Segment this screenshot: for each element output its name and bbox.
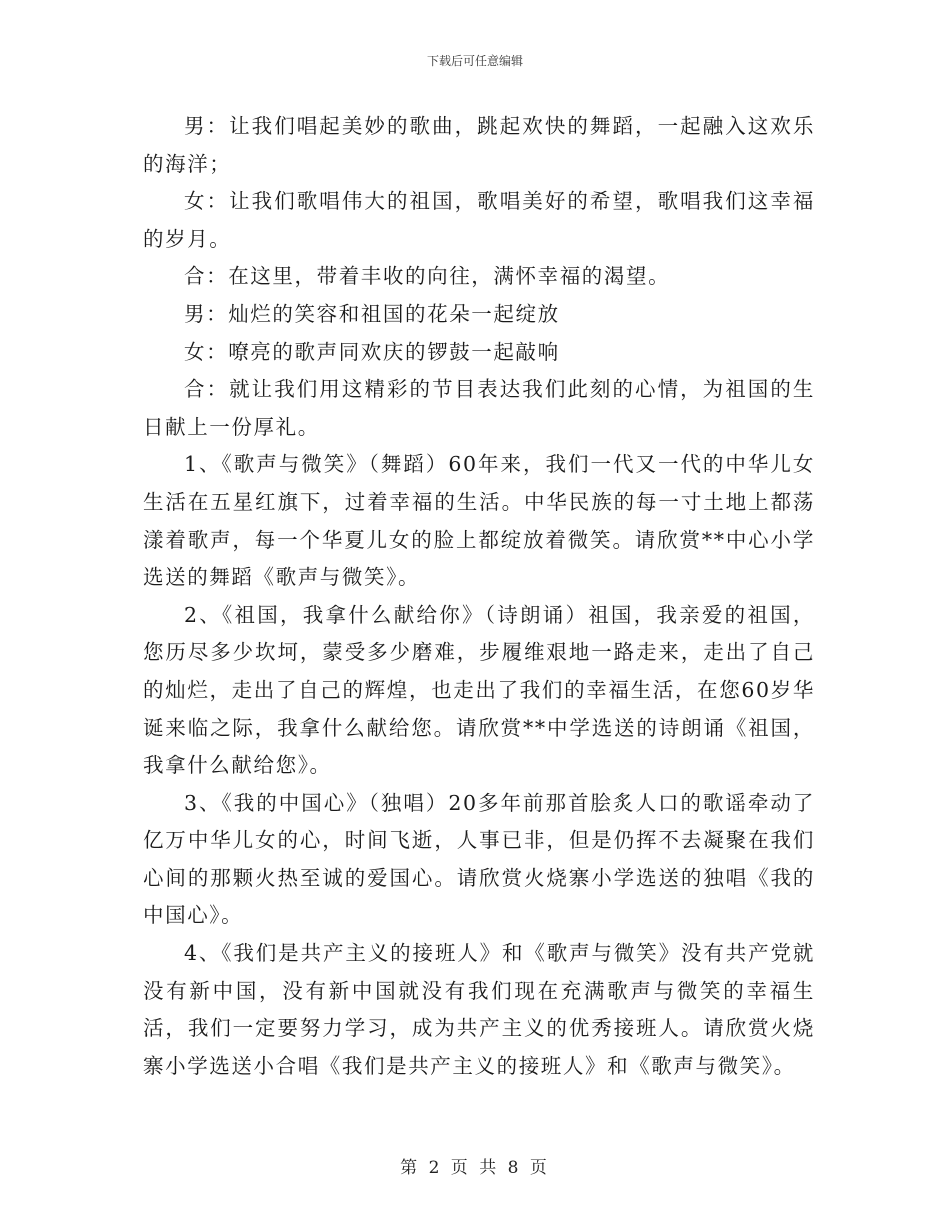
program-item-4: 4、《我们是共产主义的接班人》和《歌声与微笑》没有共产党就没有新中国，没有新中国就没有我们现在充满歌声与微笑的幸福生活，我们一定要努力学习，成为共产主义的优秀接班人。请欣赏火烧寨小学选送小合唱《我们是共产主义的接班人》和《歌声与微笑》。 [143, 941, 815, 1078]
paragraph-male-2: 男：灿烂的笑容和祖国的花朵一起绽放 [184, 301, 560, 326]
page-footer [0, 1153, 950, 1178]
paragraph-male-1: 男：让我们唱起美妙的歌曲，跳起欢快的舞蹈，一起融入这欢乐的海洋； [143, 114, 815, 176]
paragraph-female-1: 女：让我们歌唱伟大的祖国，歌唱美好的希望，歌唱我们这幸福的岁月。 [143, 189, 815, 251]
paragraph-chorus-1: 合：在这里，带着丰收的向往，满怀幸福的渴望。 [184, 264, 671, 289]
paragraph-female-2: 女：嘹亮的歌声同欢庆的锣鼓一起敲响 [184, 339, 560, 364]
page-number-label: 第 2 页 共 8 页 [400, 1158, 550, 1178]
program-item-2: 2、《祖国，我拿什么献给你》（诗朗诵）祖国，我亲爱的祖国，您历尽多少坎坷，蒙受多少磨难，步履维艰地一路走来，走出了自己的灿烂，走出了自己的辉煌，也走出了我们的幸福生活，在您60岁华诞来临之际，我拿什么献给您。请欣赏**中学选送的诗朗诵《祖国，我拿什么献给您》。 [143, 602, 815, 778]
program-item-1: 1、《歌声与微笑》（舞蹈）60年来，我们一代又一代的中华儿女生活在五星红旗下，过着幸福的生活。中华民族的每一寸土地上都荡漾着歌声，每一个华夏儿女的脸上都绽放着微笑。请欣赏**中心小学选送的舞蹈《歌声与微笑》。 [143, 452, 815, 590]
paragraph-chorus-2: 合：就让我们用这精彩的节目表达我们此刻的心情，为祖国的生日献上一份厚礼。 [143, 377, 815, 439]
program-item-3: 3、《我的中国心》（独唱）20多年前那首脍炙人口的歌谣牵动了亿万中华儿女的心，时间飞逝，人事已非，但是仍挥不去凝聚在我们心间的那颗火热至诚的爱国心。请欣赏火烧寨小学选送的独唱《我的中国心》。 [143, 790, 815, 928]
document-body [143, 108, 815, 1085]
page-header-note: 下载后可任意编辑 [426, 54, 523, 68]
